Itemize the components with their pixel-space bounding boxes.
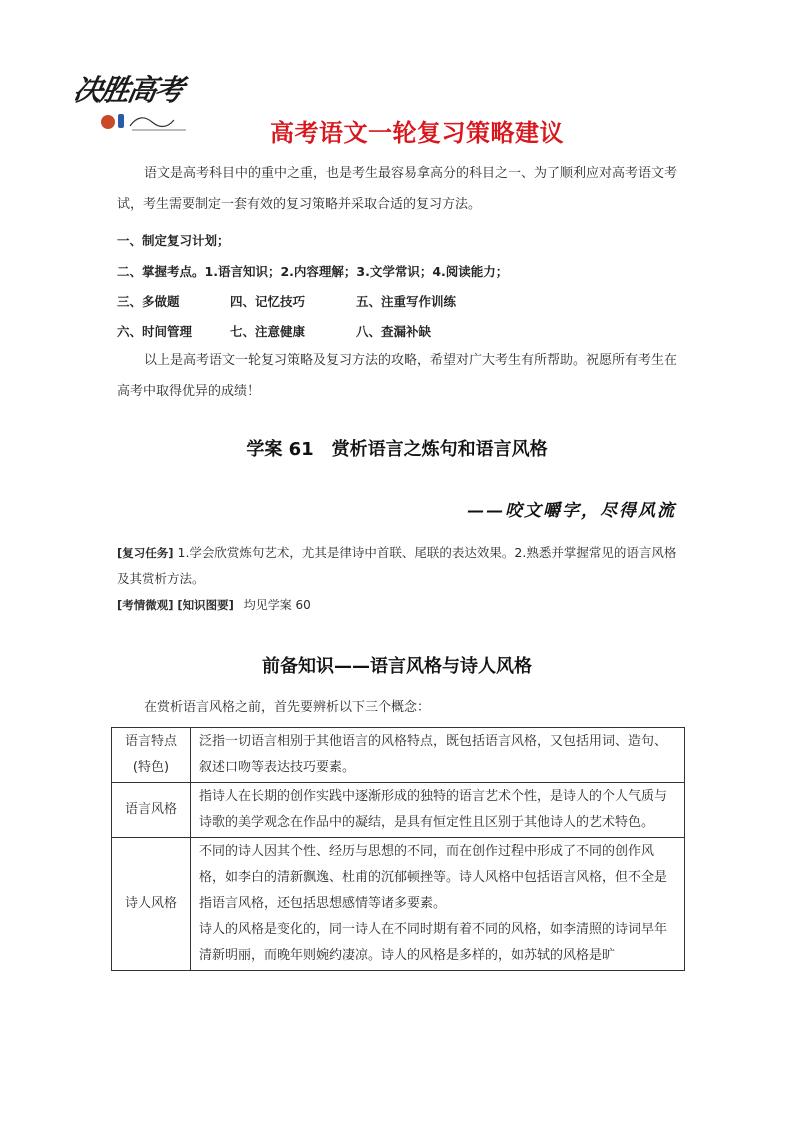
table-row [112, 838, 685, 971]
review-task [117, 540, 679, 592]
lesson-title: 学案 61 赏析语言之炼句和语言风格 [246, 439, 548, 460]
task-text: 1.学会欣赏炼句艺术，尤其是律诗中首联、尾联的表达效果。2.熟悉并掌握常见的语言风格及其赏析方法。 [117, 545, 677, 586]
prep-intro: 在赏析语言风格之前，首先要辨析以下三个概念： [144, 700, 431, 715]
desc-cell [191, 838, 685, 971]
step-line-1: 一、制定复习计划； [117, 233, 230, 248]
closing-paragraph: 以上是高考语文一轮复习策略及复习方法的攻略，希望对广大考生有所帮助。祝愿所有考生在高考中取得优异的成绩！ [117, 353, 678, 399]
desc-paragraph: 诗人的风格是变化的，同一诗人在不同时期有着不同的风格，如李清照的诗词早年清新明丽，而晚年则婉约凄凉。诗人的风格是多样的，如苏轼的风格是旷 [199, 922, 668, 963]
desc-cell: 指诗人在长期的创作实践中逐渐形成的独特的语言艺术个性，是诗人的个人气质与诗歌的美学观念在作品中的凝结，是具有恒定性且区别于其他诗人的艺术特色。 [191, 783, 685, 838]
table-row [112, 728, 685, 783]
intro-paragraph: 语文是高考科目中的重中之重，也是考生最容易拿高分的科目之一、为了顺利应对高考语文考试，考生需要制定一套有效的复习策略并采取合适的复习方法。 [117, 166, 678, 212]
lesson-subtitle: ——咬文嚼字，尽得风流 [467, 501, 676, 521]
step-line-4a: 六、时间管理 [117, 324, 193, 339]
term-cell [112, 728, 191, 783]
term-cell: 诗人风格 [112, 838, 191, 971]
step-line-3b: 四、记忆技巧 [230, 294, 306, 309]
ref-tag-1: [考情微观] [117, 598, 174, 612]
term-line: (特色) [132, 760, 170, 775]
reference-line [117, 596, 311, 613]
term-line: 语言特点 [124, 734, 177, 749]
step-line-3a: 三、多做题 [117, 294, 180, 309]
concepts-table [111, 727, 685, 971]
page-title: 高考语文一轮复习策略建议 [270, 119, 564, 147]
table-row [112, 783, 685, 838]
ref-tag-2: [知识图要] [177, 598, 234, 612]
ref-text: 均见学案 60 [243, 598, 311, 612]
term-cell: 语言风格 [112, 783, 191, 838]
step-line-2: 二、掌握考点。1.语言知识；2.内容理解；3.文学常识；4.阅读能力； [117, 264, 509, 279]
logo-text: 决胜高考 [70, 73, 185, 107]
prep-title: 前备知识——语言风格与诗人风格 [262, 656, 532, 677]
desc-paragraph: 不同的诗人因其个性、经历与思想的不同，而在创作过程中形成了不同的创作风格，如李白的清新飘逸、杜甫的沉郁顿挫等。诗人风格中包括语言风格，但不全是指语言风格，还包括思想感情等诸多要素。 [199, 844, 668, 911]
task-tag: [复习任务] [117, 546, 174, 560]
step-line-3c: 五、注重写作训练 [356, 294, 457, 309]
desc-cell: 泛指一切语言相别于其他语言的风格特点，既包括语言风格，又包括用词、造句、叙述口吻等表达技巧要素。 [191, 728, 685, 783]
step-line-4c: 八、查漏补缺 [356, 324, 432, 339]
step-line-4b: 七、注意健康 [230, 324, 306, 339]
